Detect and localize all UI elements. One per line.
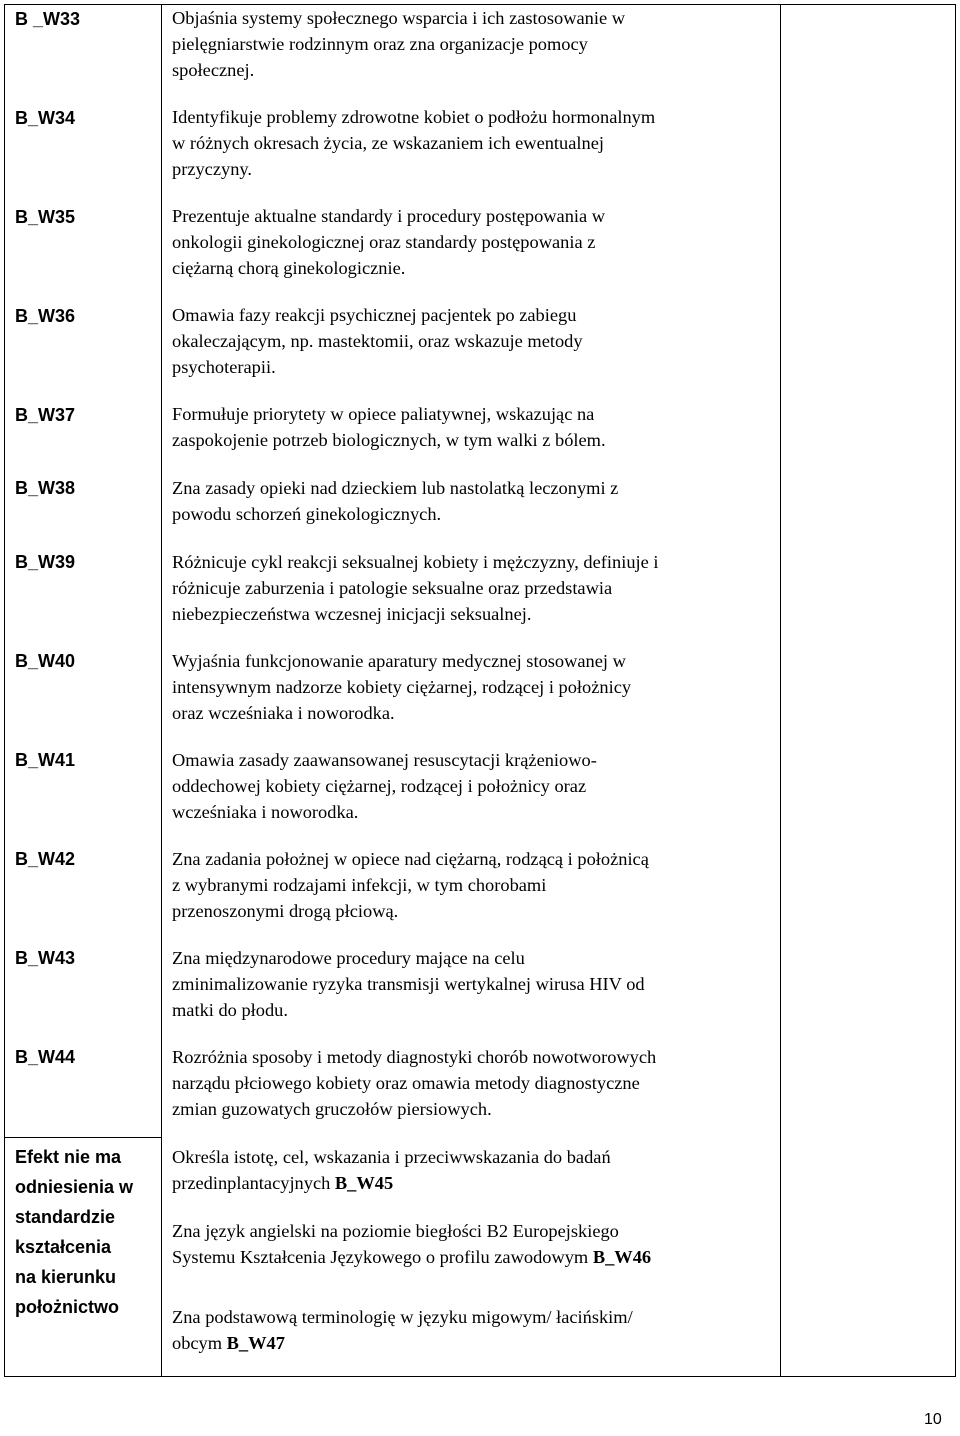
outcome-description: Wyjaśnia funkcjonowanie aparatury medycznej stosowanej w intensywnym nadzorze kobiety ciężarnej, rodzącej i położnicy oraz wcześniaka i noworodka.: [172, 651, 632, 723]
extra-outcome-description: [172, 1304, 776, 1356]
outcome-code: B_W41: [15, 750, 76, 770]
extra-outcome-text: Zna podstawową terminologię w języku migowym/ łacińskim/ obcym: [172, 1307, 633, 1353]
outcome-description: Różnicuje cykl reakcji seksualnej kobiety i mężczyzny, definiuje i różnicuje zaburzenia i patologie seksualne oraz przedstawia niebezpieczeństwa wczesnej inicjacji seksualnej.: [172, 552, 659, 624]
row-divider: [4, 1137, 161, 1138]
outcome-description: Zna zasady opieki nad dzieckiem lub nastolatką leczonymi z powodu schorzeń ginekologicznych.: [172, 478, 619, 524]
no-reference-label: Efekt nie ma odniesienia w standardzie kształcenia na kierunku położnictwo: [15, 1147, 134, 1317]
outcome-description: Omawia fazy reakcji psychicznej pacjentek po zabiegu okaleczającym, np. mastektomii, oraz wskazuje metody psychoterapii.: [172, 305, 583, 377]
extra-outcome-text: Określa istotę, cel, wskazania i przeciwwskazania do badań przedinplantacyjnych: [172, 1147, 611, 1193]
outcome-code: B_W35: [15, 207, 76, 227]
outcome-code: B_W34: [15, 108, 76, 128]
extra-outcome-code: B_W46: [592, 1247, 652, 1267]
outcome-description: Objaśnia systemy społecznego wsparcia i ich zastosowanie w pielęgniarstwie rodzinnym oraz zna organizacje pomocy społecznej.: [172, 8, 625, 80]
outcome-description: Formułuje priorytety w opiece paliatywnej, wskazując na zaspokojenie potrzeb biologicznych, w tym walki z bólem.: [172, 404, 606, 450]
extra-outcome-text: Zna język angielski na poziomie biegłości B2 Europejskiego Systemu Kształcenia Językowego o profilu zawodowym: [172, 1221, 619, 1267]
column-divider: [780, 4, 781, 1377]
extra-outcome-description: [172, 1218, 776, 1270]
outcome-code: B_W43: [15, 948, 76, 968]
outcome-description: Omawia zasady zaawansowanej resuscytacji krążeniowo- oddechowej kobiety ciężarnej, rodzącej i położnicy oraz wcześniaka i noworodka.: [172, 750, 597, 822]
outcome-code: B_W40: [15, 651, 76, 671]
outcome-description: Zna międzynarodowe procedury mające na celu zminimalizowanie ryzyka transmisji wertykalnej wirusa HIV od matki do płodu.: [172, 948, 645, 1020]
extra-outcome-description: [172, 1144, 776, 1196]
column-divider: [161, 4, 162, 1377]
extra-outcome-code: B_W47: [226, 1333, 285, 1353]
outcome-code: B_W37: [15, 405, 76, 425]
outcome-description: Rozróżnia sposoby i metody diagnostyki chorób nowotworowych narządu płciowego kobiety oraz omawia metody diagnostyczne zmian guzowatych gruczołów piersiowych.: [172, 1047, 657, 1119]
outcome-code: B_W38: [15, 478, 76, 498]
outcome-description: Prezentuje aktualne standardy i procedury postępowania w onkologii ginekologicznej oraz standardy postępowania z ciężarną chorą ginekologicznie.: [172, 206, 606, 278]
outcome-code: B_W39: [15, 552, 76, 572]
outcome-code: B_W42: [15, 849, 76, 869]
outcome-description: Identyfikuje problemy zdrowotne kobiet o podłożu hormonalnym w różnych okresach życia, ze wskazaniem ich ewentualnej przyczyny.: [172, 107, 656, 179]
outcome-code: B_W36: [15, 306, 76, 326]
outcome-description: Zna zadania położnej w opiece nad ciężarną, rodzącą i położnicą z wybranymi rodzajami infekcji, w tym chorobami przenoszonymi drogą płciową.: [172, 849, 649, 921]
outcome-code: B _W33: [15, 9, 81, 29]
extra-outcome-code: B_W45: [334, 1173, 394, 1193]
page-number: 10: [924, 1411, 942, 1428]
outcome-code: B_W44: [15, 1047, 76, 1067]
